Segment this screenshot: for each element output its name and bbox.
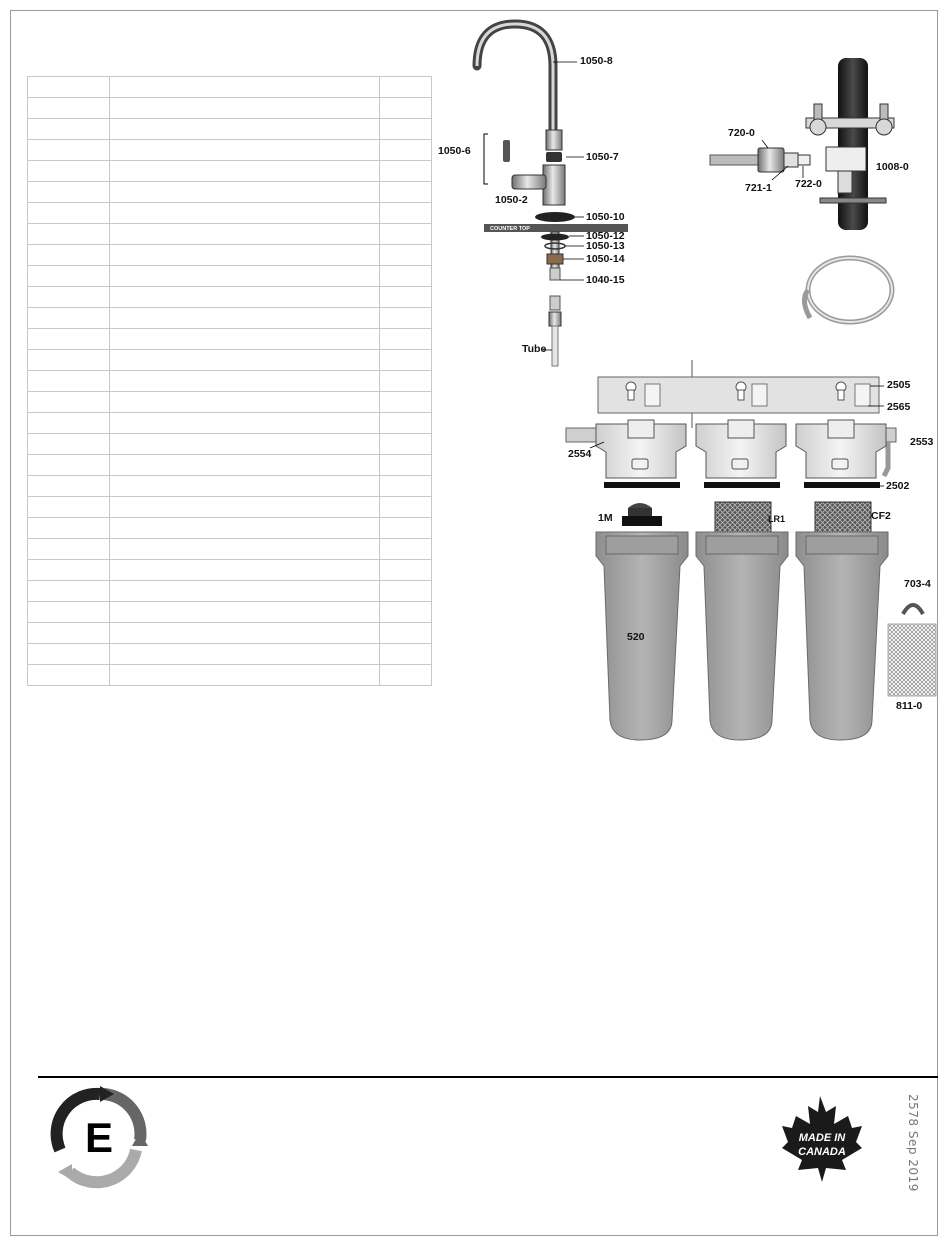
callout-lock-nut: 1050-14 [586, 253, 625, 265]
cartridge-1 [622, 516, 662, 526]
filter-screen [888, 624, 936, 696]
saddle-valve-body [826, 147, 866, 171]
callout-elbow-right: 2553 [910, 436, 934, 448]
filter-system [566, 360, 936, 740]
e-recycle-logo [57, 1086, 148, 1182]
base-plate [535, 212, 575, 222]
callout-elbow-left: 2554 [568, 448, 592, 460]
callout-cartridge-3: CF2 [871, 510, 891, 522]
tube [552, 326, 558, 366]
housing-3 [796, 532, 888, 740]
callout-bracket: 2565 [887, 401, 911, 413]
faucet-handle [503, 140, 510, 162]
counter-top-label: COUNTER TOP [490, 226, 530, 232]
callout-faucet-handle: 1050-6 [438, 145, 471, 157]
footer-rule [38, 1076, 938, 1078]
cartridge-3 [815, 502, 871, 532]
made-in-canada-logo [782, 1096, 862, 1182]
made-in-line2: CANADA [798, 1146, 846, 1158]
callout-cartridge-1: 1M [598, 512, 613, 524]
compression-nut [758, 148, 784, 172]
callout-base-plate: 1050-10 [586, 211, 625, 223]
callout-faucet-spout: 1050-8 [580, 55, 613, 67]
callout-housing: 520 [627, 631, 645, 643]
saddle-valve-assembly [710, 58, 894, 230]
callout-saddle-valve: 1008-0 [876, 161, 909, 173]
made-in-line1: MADE IN [798, 1132, 846, 1144]
cartridge-1-top [628, 503, 652, 508]
inlet-elbow [566, 428, 596, 442]
coiled-tubing [804, 258, 892, 322]
o-ring [604, 482, 680, 488]
callout-wrench: 703-4 [904, 578, 931, 590]
faucet-valve [512, 175, 546, 189]
callout-screen: 811-0 [896, 700, 923, 712]
callout-tube: Tube [522, 343, 547, 355]
callout-cartridge-2: LR1 [768, 514, 786, 524]
sleeve [784, 153, 798, 167]
housing-2 [696, 532, 788, 740]
callout-faucet-body: 1050-2 [495, 194, 528, 206]
callout-sleeve: 721-1 [745, 182, 772, 194]
callout-compression-nut: 720-0 [728, 127, 755, 139]
document-code: 2578 Sep 2019 [906, 1094, 920, 1192]
callout-washer-b: 1050-13 [586, 240, 625, 252]
faucet-nut [546, 152, 562, 162]
insert [798, 155, 810, 165]
faucet-spout [477, 24, 553, 130]
lock-nut [547, 254, 563, 264]
logo-letter: E [84, 1114, 114, 1161]
supply-tube [710, 155, 760, 165]
filter-caps [596, 420, 886, 488]
housing-wrench [903, 605, 923, 614]
callout-o-ring: 2502 [886, 480, 910, 492]
cartridges [622, 502, 871, 532]
callout-washer-a: 1050-12 [586, 230, 625, 242]
cartridge-2 [715, 502, 771, 532]
callout-tube-adapter: 1040-15 [586, 274, 625, 286]
callout-faucet-nut: 1050-7 [586, 151, 619, 163]
faucet-collar [546, 130, 562, 150]
callout-screw: 2505 [887, 379, 911, 391]
cold-water-pipe [838, 58, 868, 230]
callout-insert: 722-0 [795, 178, 822, 190]
tube-adapter [550, 268, 560, 280]
